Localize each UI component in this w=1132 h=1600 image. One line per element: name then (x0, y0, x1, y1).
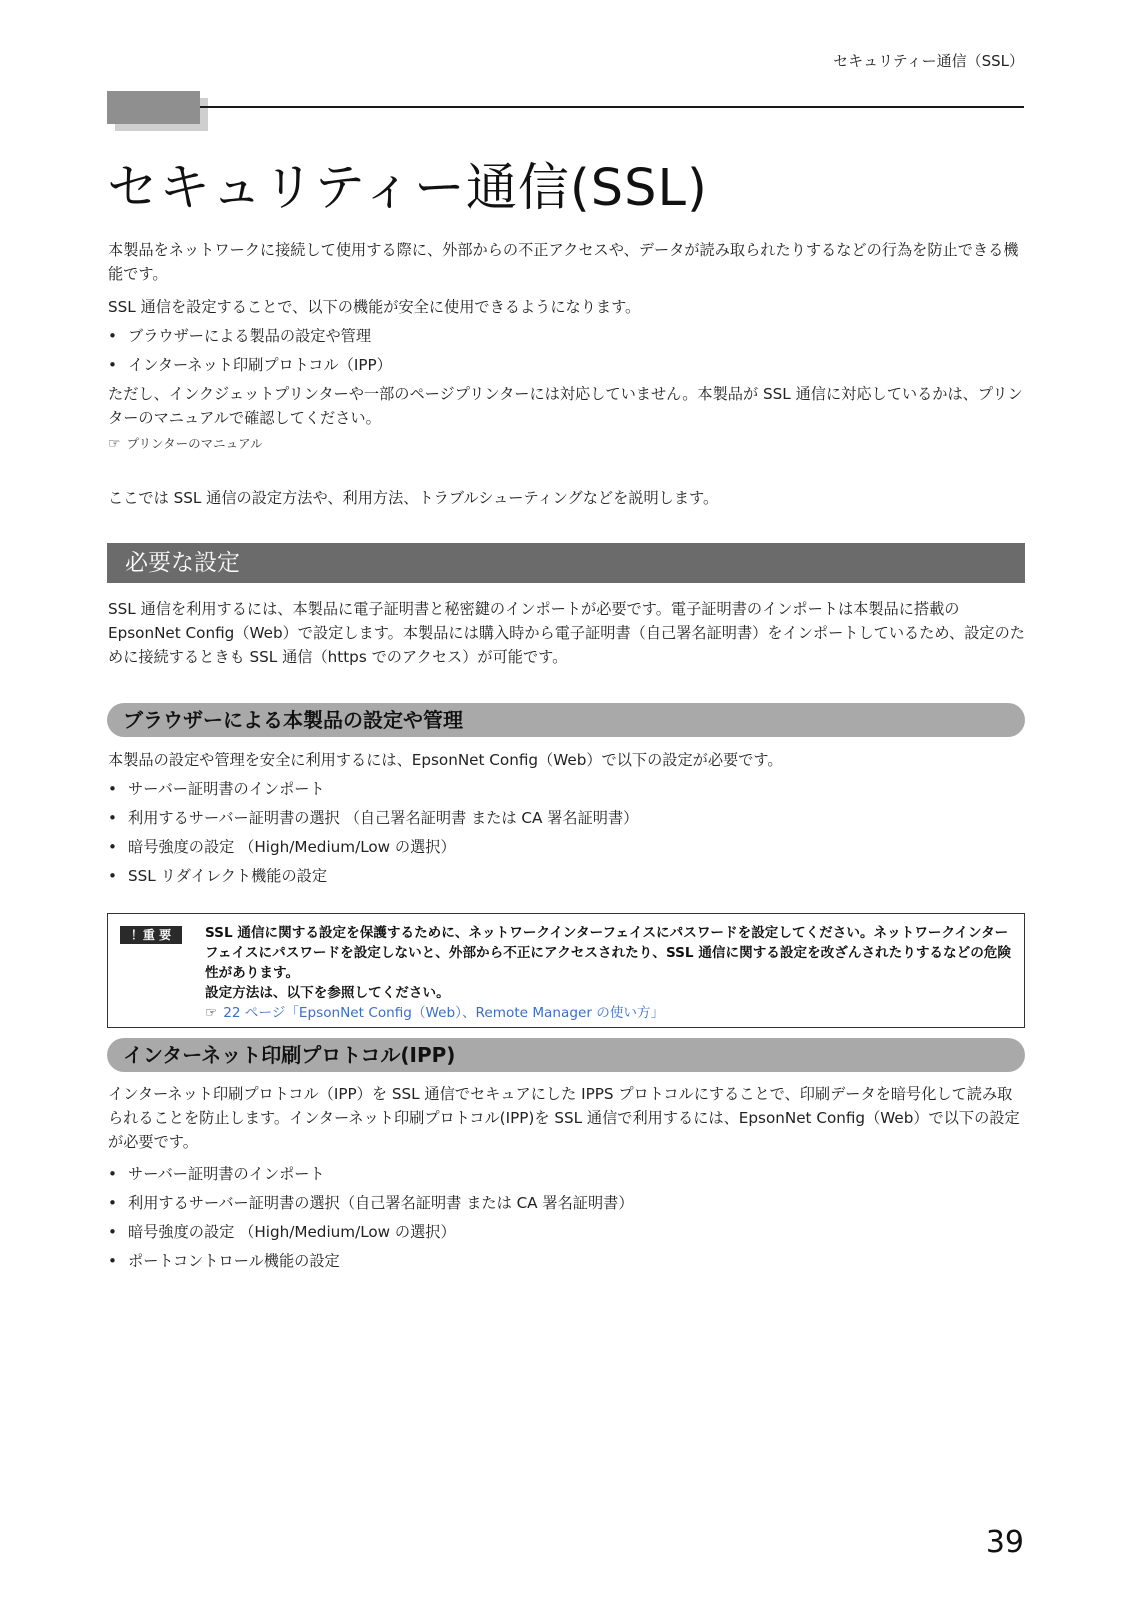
browser-bullet: • サーバー証明書のインポート (108, 780, 325, 798)
intro-bullet-text: ブラウザーによる製品の設定や管理 (128, 327, 371, 345)
intro-bullet: • インターネット印刷プロトコル（IPP） (108, 356, 392, 374)
browser-body: 本製品の設定や管理を安全に利用するには、EpsonNet Config（Web）で以下の設定が必要です。 (108, 751, 783, 769)
ipp-bullet-text: 暗号強度の設定 （High/Medium/Low の選択） (128, 1223, 456, 1241)
ipp-body: インターネット印刷プロトコル（IPP）を SSL 通信でセキュアにした IPPS プロトコルにすることで、印刷データを暗号化して読み取られることを防止します。インターネット印刷プロトコル(IPP)を SSL 通信で利用するには、EpsonNet Config（Web）で以下の設定が必要です。 (108, 1085, 1020, 1151)
manual-reference-text: プリンターのマニュアル (126, 436, 263, 451)
subsection-heading-browser: ブラウザーによる本製品の設定や管理 (107, 703, 1025, 737)
section-heading-required-settings: 必要な設定 (107, 543, 1025, 583)
ipp-bullet: • サーバー証明書のインポート (108, 1165, 325, 1183)
chapter-tab (107, 91, 200, 124)
ipp-bullet: • ポートコントロール機能の設定 (108, 1252, 340, 1270)
pointing-hand-icon: ☞ (205, 1005, 218, 1021)
browser-bullet: • 利用するサーバー証明書の選択 （自己署名証明書 または CA 署名証明書） (108, 809, 639, 827)
intro-bullet: • ブラウザーによる製品の設定や管理 (108, 327, 371, 345)
pointing-hand-icon: ☞ (108, 436, 121, 452)
browser-bullet-text: 暗号強度の設定 （High/Medium/Low の選択） (128, 838, 456, 856)
header-rule (200, 106, 1024, 108)
notice-link-row (205, 1003, 1013, 1023)
browser-bullet: • SSL リダイレクト機能の設定 (108, 867, 328, 885)
intro-bullet-text: インターネット印刷プロトコル（IPP） (128, 356, 392, 374)
browser-bullet-text: サーバー証明書のインポート (128, 780, 325, 798)
intro-paragraph-2: SSL 通信を設定することで、以下の機能が安全に使用できるようになります。 (108, 298, 641, 316)
ipp-bullet-text: 利用するサーバー証明書の選択（自己署名証明書 または CA 署名証明書） (128, 1194, 634, 1212)
ipp-bullet-text: ポートコントロール機能の設定 (128, 1252, 340, 1270)
important-notice-box (107, 913, 1025, 1028)
ipp-bullet: • 暗号強度の設定 （High/Medium/Low の選択） (108, 1223, 456, 1241)
epsonnet-config-link[interactable]: 22 ページ「EpsonNet Config（Web）、Remote Manager の使い方」 (223, 1005, 665, 1021)
manual-reference (108, 434, 263, 452)
page-number: 39 (985, 1525, 1024, 1560)
notice-refer-text: 設定方法は、以下を参照してください。 (205, 985, 450, 1001)
browser-bullet: • 暗号強度の設定 （High/Medium/Low の選択） (108, 838, 456, 856)
subsection-heading-ipp: インターネット印刷プロトコル(IPP) (107, 1038, 1025, 1072)
running-header: セキュリティー通信（SSL） (833, 52, 1024, 70)
intro-paragraph-3: ただし、インクジェットプリンターや一部のページプリンターには対応していません。本製品が SSL 通信に対応しているかは、プリンターのマニュアルで確認してください。 (108, 385, 1023, 427)
intro-paragraph-1: 本製品をネットワークに接続して使用する際に、外部からの不正アクセスや、データが読み取られたりするなどの行為を防止できる機能です。 (108, 241, 1019, 283)
required-settings-body: SSL 通信を利用するには、本製品に電子証明書と秘密鍵のインポートが必要です。電子証明書のインポートは本製品に搭載の EpsonNet Config（Web）で設定します。本製品には購入時から電子証明書（自己署名証明書）をインポートしているため、設定のために接続するときも SSL 通信（https でのアクセス）が可能です。 (108, 600, 1025, 666)
ipp-bullet: • 利用するサーバー証明書の選択（自己署名証明書 または CA 署名証明書） (108, 1194, 634, 1212)
page-title: セキュリティー通信(SSL) (107, 159, 708, 218)
important-badge: ！重 要 (120, 926, 182, 944)
ipp-bullet-text: サーバー証明書のインポート (128, 1165, 325, 1183)
notice-body (205, 923, 1013, 1023)
notice-text: SSL 通信に関する設定を保護するために、ネットワークインターフェイスにパスワードを設定してください。ネットワークインターフェイスにパスワードを設定しないと、外部から不正にアクセスされたり、SSL 通信に関する設定を改ざんされたりするなどの危険性があります。 (205, 925, 1011, 981)
browser-bullet-text: 利用するサーバー証明書の選択 （自己署名証明書 または CA 署名証明書） (128, 809, 639, 827)
browser-bullet-text: SSL リダイレクト機能の設定 (128, 867, 328, 885)
intro-paragraph-4: ここでは SSL 通信の設定方法や、利用方法、トラブルシューティングなどを説明します。 (108, 489, 719, 507)
